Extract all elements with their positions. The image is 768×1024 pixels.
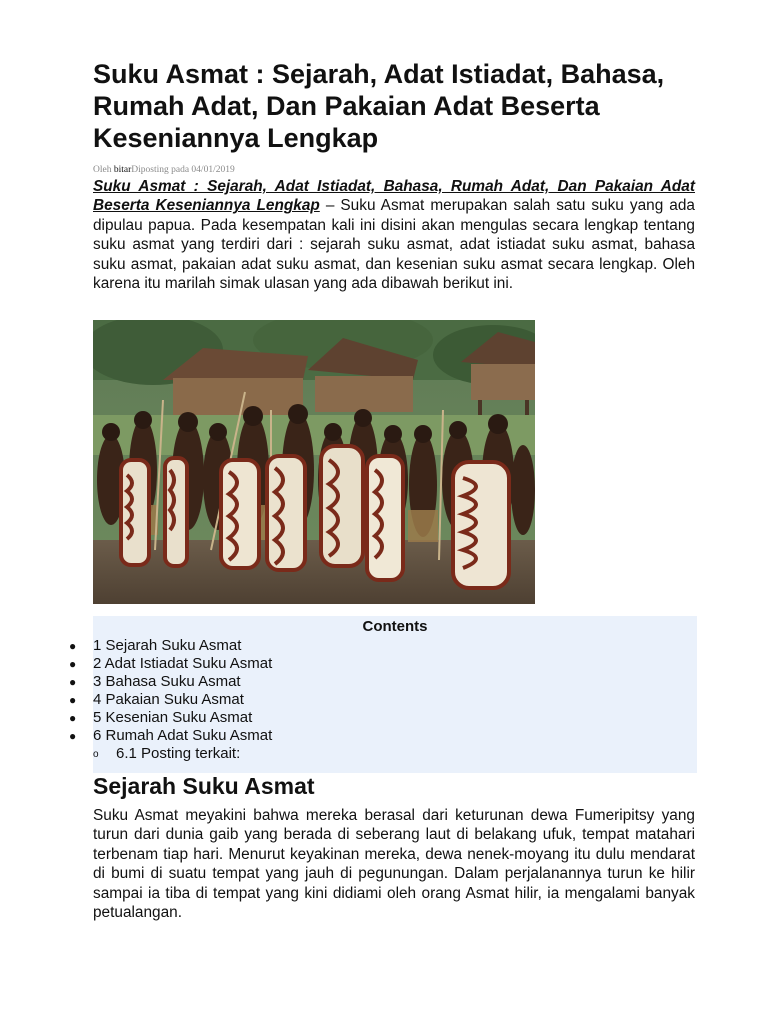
toc-bullet: ● (69, 639, 77, 653)
intro-paragraph (93, 177, 695, 293)
toc-item-label[interactable]: 5 Kesenian Suku Asmat (93, 709, 253, 726)
author-link[interactable]: bitar (113, 165, 132, 175)
intro-lead-link[interactable]: Suku Asmat : Sejarah, Adat Istiadat, Bahasa, Rumah Adat, Dan Pakaian Adat Beserta Keseniannya Lengkap (93, 178, 695, 215)
toc-bullet: ● (69, 729, 77, 743)
toc-bullet: ● (69, 693, 77, 707)
section-heading-sejarah: Sejarah Suku Asmat (93, 773, 315, 799)
toc-bullet: ● (69, 711, 77, 725)
toc-subitem-label[interactable]: 6.1 Posting terkait: (116, 745, 241, 762)
toc-item-bahasa[interactable] (69, 673, 241, 691)
toc-item-adat-istiadat[interactable] (69, 655, 273, 673)
toc-bullet: ● (69, 657, 77, 671)
meta-prefix: Oleh (93, 165, 114, 175)
section-body-sejarah: Suku Asmat meyakini bahwa mereka berasal dari keturunan dewa Fumeripitsy yang turun dari dunia gaib yang berada di seberang laut di belakang ufuk, tempat matahari terbenam tiap hari. Menurut keyakinan mereka, dewa nenek-moyang itu dulu mendarat di bumi di suatu tempat yang jauh di pegunungan. Dalam perjalanannya turun ke hilir sampai ia tiba di tempat yang kini didiami oleh orang Asmat hilir, ia mengalami banyak petualangan. (93, 807, 695, 922)
post-meta (93, 165, 235, 175)
post-date: Diposting pada 04/01/2019 (131, 165, 235, 175)
toc-title: Contents (362, 618, 428, 635)
toc-item-label[interactable]: 6 Rumah Adat Suku Asmat (93, 727, 273, 744)
toc-item-label[interactable]: 1 Sejarah Suku Asmat (93, 637, 242, 654)
article-photo (93, 320, 535, 604)
toc-sub-bullet: o (93, 749, 99, 760)
intro-text: – Suku Asmat merupakan salah satu suku yang ada dipulau papua. Pada kesempatan kali ini disini akan mengulas secara lengkap tentang suku asmat yang terdiri dari : sejarah suku asmat, adat istiadat suku asmat, bahasa suku asmat, pakaian adat suku asmat, dan kesenian suku asmat secara lengkap. Oleh karena itu marilah simak ulasan yang ada dibawah berikut ini. (93, 197, 695, 293)
toc-item-label[interactable]: 4 Pakaian Suku Asmat (93, 691, 244, 708)
toc-item-label[interactable]: 2 Adat Istiadat Suku Asmat (93, 655, 273, 672)
toc-bullet: ● (69, 675, 77, 689)
toc-subitem-posting-terkait[interactable] (93, 745, 241, 763)
toc-item-rumah-adat[interactable] (69, 727, 273, 745)
toc-item-pakaian[interactable] (69, 691, 244, 709)
toc-item-sejarah[interactable] (69, 637, 242, 655)
article-title: Suku Asmat : Sejarah, Adat Istiadat, Bahasa, Rumah Adat, Dan Pakaian Adat Beserta Keseniannya Lengkap (93, 59, 665, 153)
toc-item-label[interactable]: 3 Bahasa Suku Asmat (93, 673, 241, 690)
asmat-warriors-photo (93, 320, 535, 604)
toc-item-kesenian[interactable] (69, 709, 253, 727)
